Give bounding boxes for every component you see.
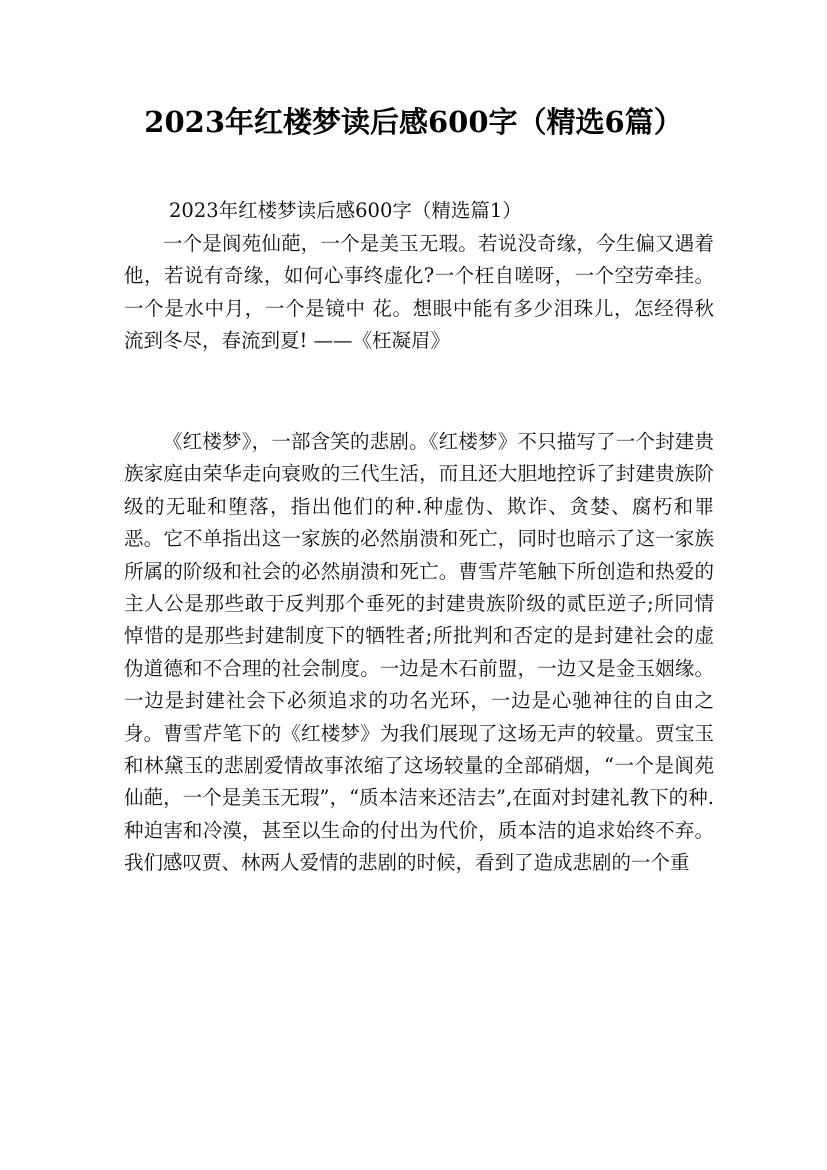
- paragraph-essay: 《红楼梦》，一部含笑的悲剧。《红楼梦》不只描写了一个封建贵族家庭由荣华走向衰败的三代生活，而且还大胆地控诉了封建贵族阶级的无耻和堕落，指出他们的种.种虚伪、欺诈、贪婪、腐朽和罪恶。它不单指出这一家族的必然崩溃和死亡，同时也暗示了这一家族所属的阶级和社会的必然崩溃和死亡。曹雪芹笔触下所创造和热爱的主人公是那些敢于反判那个垂死的封建贵族阶级的贰臣逆子;所同情悼惜的是那些封建制度下的牺牲者;所批判和否定的是封建社会的虚伪道德和不合理的社会制度。一边是木石前盟，一边又是金玉姻缘。一边是封建社会下必须追求的功名光环，一边是心驰神往的自由之身。曹雪芹笔下的《红楼梦》为我们展现了这场无声的较量。贾宝玉和林黛玉的悲剧爱情故事浓缩了这场较量的全部硝烟，“一个是阆苑仙葩，一个是美玉无瑕”，“质本洁来还洁去”,在面对封建礼教下的种.种迫害和冷漠，甚至以生命的付出为代价，质本洁的追求始终不弃。我们感叹贾、林两人爱情的悲剧的时候，看到了造成悲剧的一个重: [124, 430, 714, 875]
- document-title: 2023年红楼梦读后感600字（精选6篇）: [144, 105, 683, 139]
- section-heading: 2023年红楼梦读后感600字（精选篇1）: [169, 199, 522, 222]
- paragraph-poem: 一个是阆苑仙葩，一个是美玉无瑕。若说没奇缘，今生偏又遇着他，若说有奇缘，如何心事终虚化?一个枉自嗟呀，一个空劳牵挂。一个是水中月，一个是镜中 花。想眼中能有多少泪珠儿，怎经得秋流到冬尽，春流到夏! ——《枉凝眉》: [124, 232, 714, 353]
